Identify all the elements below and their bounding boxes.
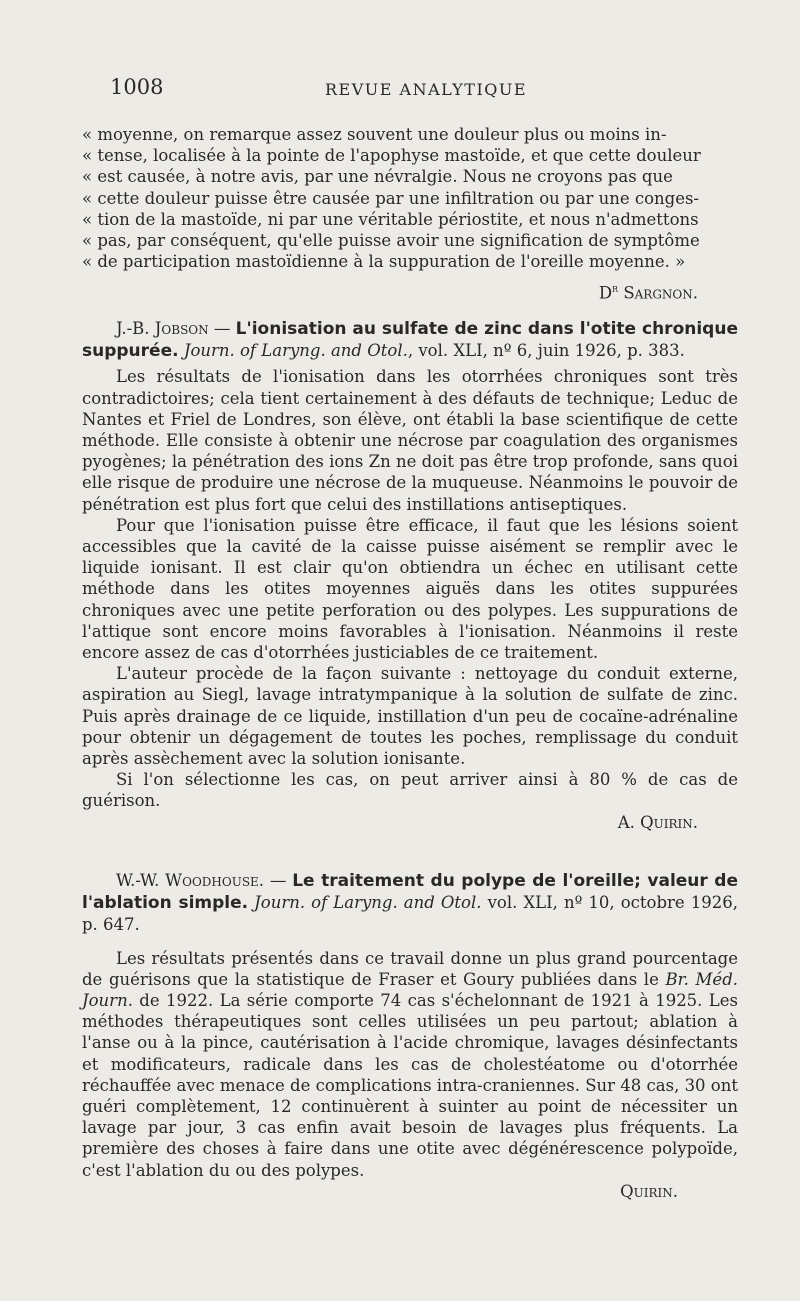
running-title: REVUE ANALYTIQUE: [325, 80, 528, 99]
journal-name: Journ. of Laryng. and Otol.: [178, 341, 408, 361]
quote-line: « moyenne, on remarque assez souvent une douleur plus ou moins in-: [82, 125, 667, 144]
page-header: [110, 75, 740, 105]
paragraph: L'auteur procède de la façon suivante : nettoyage du conduit externe, aspiration au Siegl, lavage intratympanique à la solution de sulfate de zinc. Puis après drainage de ce liquide, instillation d'un peu de cocaïne-adrénaline pour obtenir un dégagement de toutes les poches, remplissage du conduit après assèchement avec la solution ionisante.: [82, 664, 738, 769]
entry-title: Le traitement du polype de l'oreille; valeur de l'ablation simple.: [82, 871, 738, 914]
entry-author: J.-B. Jobson: [116, 319, 209, 338]
quote-line: « de participation mastoïdienne à la suppuration de l'oreille moyenne. »: [82, 252, 686, 272]
entry-woodhouse: [82, 870, 738, 1202]
quote-line: « pas, par conséquent, qu'elle puisse avoir une signification de symptôme: [82, 231, 700, 251]
quote-block: [82, 124, 738, 304]
journal-reference: vol. XLI, nº 10, octobre 1926, p. 647.: [82, 893, 738, 935]
paragraph: Les résultats de l'ionisation dans les otorrhées chroniques sont très contradictoires; cela tient certainement à des défauts de technique; Leduc de Nantes et Friel de Londres, son élève, ont établi la base scientifique de cette méthode. Elle consiste à obtenir une nécrose par coagulation des organismes pyogènes; la pénétration des ions Zn ne doit pas être trop profonde, sans quoi elle risque de produire une nécrose de la muqueuse. Néanmoins le pouvoir de pénétration est plus fort que celui des instillations antiseptiques.: [82, 367, 738, 514]
signature-quirin: Quirin.: [620, 1181, 678, 1201]
journal-reference: , vol. XLI, nº 6, juin 1926, p. 383.: [407, 341, 685, 361]
entry-jobson: [82, 318, 738, 833]
signature-quirin: A. Quirin.: [617, 812, 698, 832]
entry-heading: W.-W. Woodhouse. — Le traitement du polype de l'oreille; valeur de l'ablation simple. Journ. of Laryng. and Otol. vol. XLI, nº 10, octobre 1926, p. 647.: [82, 871, 738, 935]
entry-heading: J.-B. Jobson — L'ionisation au sulfate de zinc dans l'otite chronique suppurée. Journ. of Laryng. and Otol., vol. XLI, nº 6, juin 1926, p. 383.: [82, 319, 738, 362]
quote-line: « cette douleur puisse être causée par une infiltration ou par une conges-: [82, 188, 700, 208]
page-number: 1008: [110, 75, 164, 99]
journal-name: Journ. of Laryng. and Otol.: [248, 893, 482, 913]
entry-title: L'ionisation au sulfate de zinc dans l'otite chronique suppurée.: [82, 319, 738, 362]
journal-name: Br. Méd. Journ.: [82, 969, 739, 1011]
quote-line: « tion de la mastoïde, ni par une véritable périostite, et nous n'admettons: [82, 209, 699, 229]
quote-line: « tense, localisée à la pointe de l'apophyse mastoïde, et que cette douleur: [82, 146, 701, 166]
paragraph: Si l'on sélectionne les cas, on peut arriver ainsi à 80 % de cas de guérison.: [82, 770, 738, 811]
paragraph: Les résultats présentés dans ce travail donne un plus grand pourcentage de guérisons que la statistique de Fraser et Goury publiées dans le Br. Méd. Journ. de 1922. La série comporte 74 cas s'échelonnant de 1921 à 1925. Les méthodes thérapeutiques sont celles utilisées un peu partout; ablation à l'anse ou à la pince, cautérisation à l'acide chromique, lavages désinfectants et modificateurs, radicale dans les cas de cholestéatome ou d'otorrhée réchauffée avec menace de complications intra-craniennes. Sur 48 cas, 30 ont guéri complètement, 12 continuèrent à suinter au point de nécessiter un lavage par jour, 3 cas enfin avait besoin de lavages plus fréquents. La première des choses à faire dans une otite avec dégénérescence polypoïde, c'est l'ablation du ou des polypes.: [82, 948, 739, 1180]
signature-sargnon: $D^r$ Sargnon.: [598, 282, 698, 303]
entry-author: W.-W. Woodhouse.: [116, 871, 265, 890]
quote-line: « est causée, à notre avis, par une névralgie. Nous ne croyons pas que: [82, 167, 673, 187]
paragraph: Pour que l'ionisation puisse être efficace, il faut que les lésions soient accessibles que la cavité de la caisse puisse aisément se remplir avec le liquide ionisant. Il est clair qu'on obtiendra un échec en utilisant cette méthode dans les otites moyennes aiguës dans les otites suppurées chroniques avec une petite perforation ou des polypes. Les suppurations de l'attique sont encore moins favorables à l'ionisation. Néanmoins il reste encore assez de cas d'otorrhées justiciables de ce traitement.: [82, 515, 738, 663]
